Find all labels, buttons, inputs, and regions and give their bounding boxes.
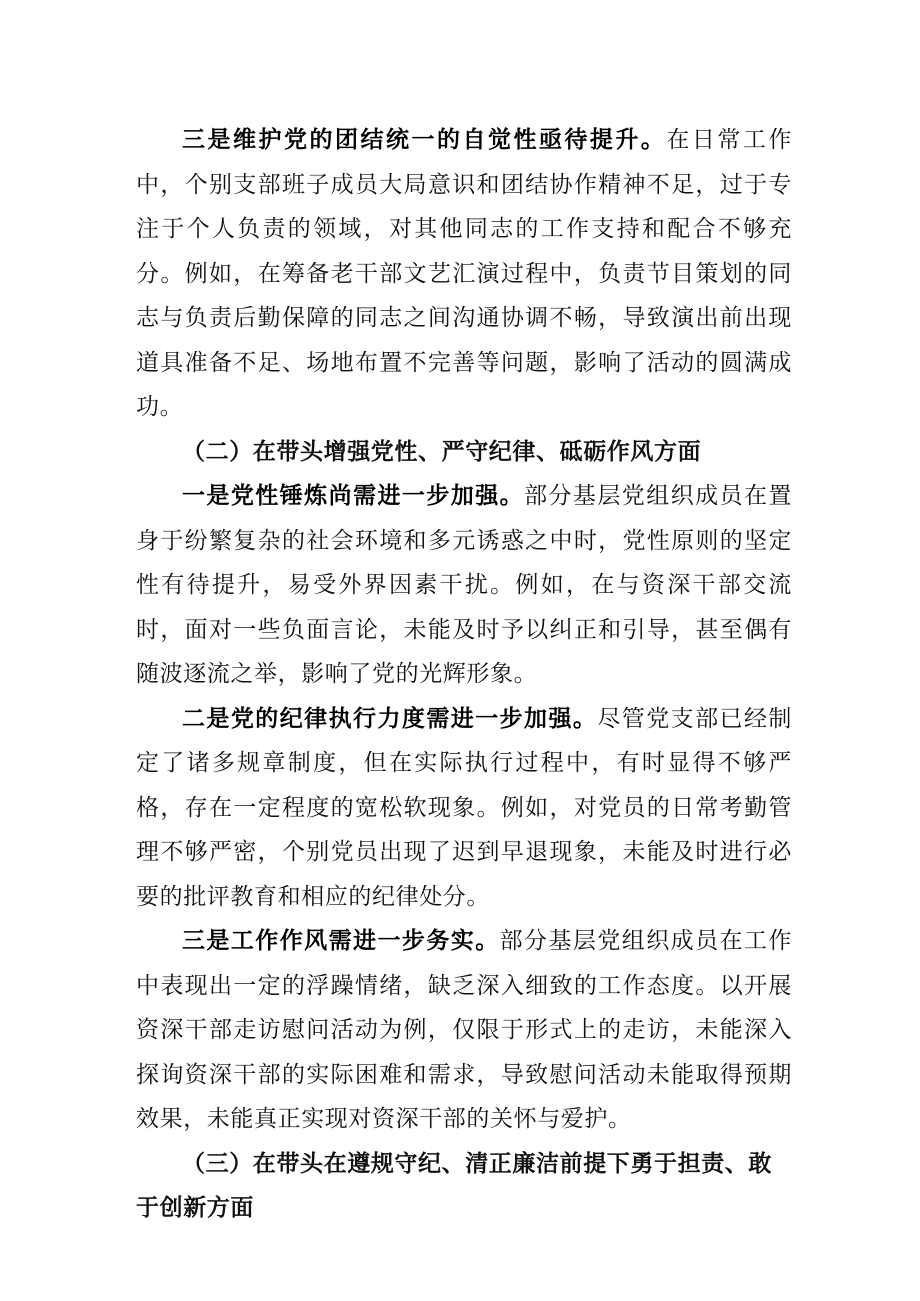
paragraph-text: 尽管党支部已经制定了诸多规章制度，但在实际执行过程中，有时显得不够严格，存在一定程度的宽松软现象。例如，对党员的日常考勤管理不够严密，个别党员出现了迟到早退现象，未能及时进行必要的批评教育和相应的纪律处分。 [136,705,792,910]
section-heading-2: （二）在带头增强党性、严守纪律、砥砺作风方面 [182,437,702,465]
paragraph-unity [136,118,792,430]
document-body [136,118,792,1231]
paragraph-lead: 二是党的纪律执行力度需进一步加强。 [182,704,598,732]
paragraph-lead: 三是工作作风需进一步务实。 [182,927,500,954]
paragraph-text: 部分基层党组织成员在置身于纷繁复杂的社会环境和多元诱惑之中时，党性原则的坚定性有待提升，易受外界因素干扰。例如，在与资深干部交流时，面对一些负面言论，未能及时予以纠正和引导，甚至偶有随波逐流之举，影响了党的光辉形象。 [136,483,792,687]
section-heading-3: （三）在带头在遵规守纪、清正廉洁前提下勇于担责、敢于创新方面 [136,1149,772,1221]
paragraph-discipline [136,697,792,920]
paragraph-party-spirit [136,474,792,697]
paragraph-work-style [136,919,792,1142]
paragraph-text: 在日常工作中，个别支部班子成员大局意识和团结协作精神不足，过于专注于个人负责的领域，对其他同志的工作支持和配合不够充分。例如，在筹备老干部文艺汇演过程中，负责节目策划的同志与负责后勤保障的同志之间沟通协调不畅，导致演出前出现道具准备不足、场地布置不完善等问题，影响了活动的圆满成功。 [136,127,793,420]
paragraph-lead: 三是维护党的团结统一的自觉性亟待提升。 [182,126,667,153]
paragraph-lead: 一是党性锤炼尚需进一步加强。 [182,482,525,509]
paragraph-text: 部分基层党组织成员在工作中表现出一定的浮躁情绪，缺乏深入细致的工作态度。以开展资深干部走访慰问活动为例，仅限于形式上的走访，未能深入探询资深干部的实际困难和需求，导致慰问活动未能取得预期效果，未能真正实现对资深干部的关怀与爱护。 [136,928,792,1132]
